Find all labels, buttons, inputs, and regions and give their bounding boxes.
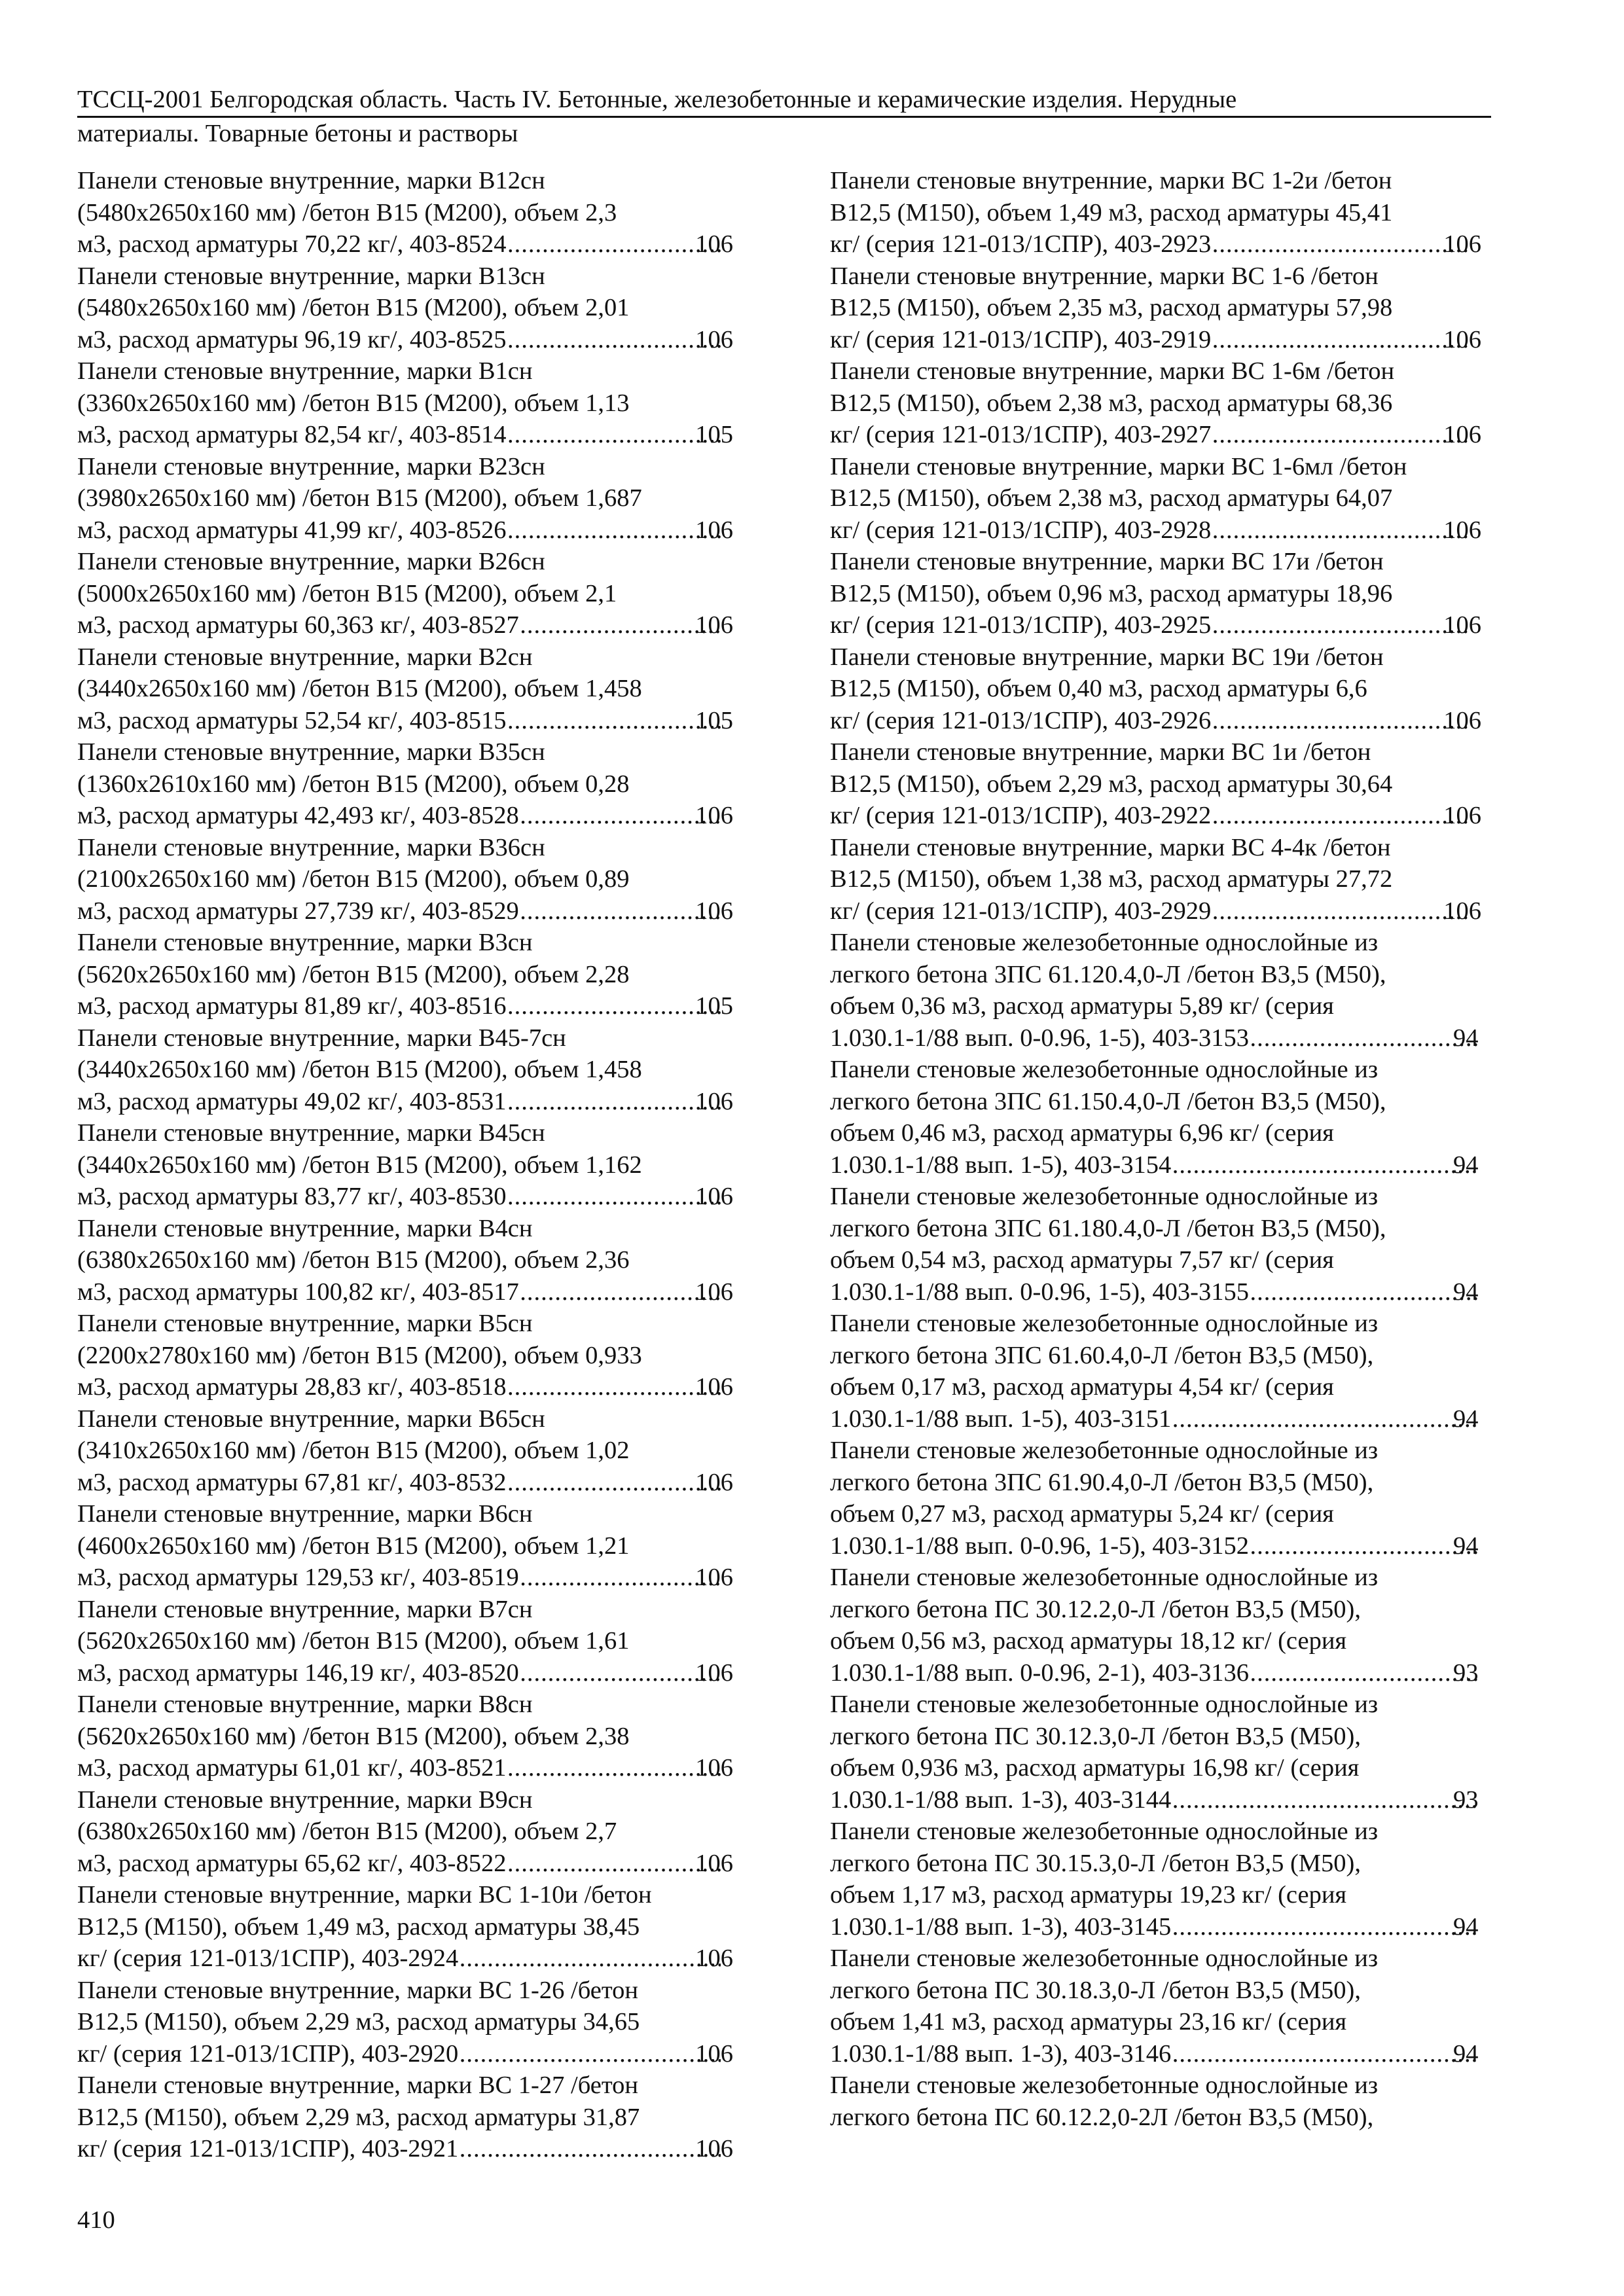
entry-text: 1.030.1-1/88 вып. 1-3), 403-3145 [830, 1912, 1172, 1941]
entry-text: м3, расход арматуры 81,89 кг/, 403-8516 [77, 992, 507, 1020]
entry-line-with-page [77, 1752, 733, 1784]
dot-leader [460, 2133, 721, 2165]
entry-line-with-page [830, 609, 1481, 641]
dot-leader [1212, 324, 1469, 356]
entry-line: Панели стеновые внутренние, марки В2сн [77, 643, 533, 671]
dot-leader [507, 1848, 721, 1880]
entry-text: 1.030.1-1/88 вып. 0-0.96, 2-1), 403-3136 [830, 1659, 1249, 1687]
entry-page-number: 106 [695, 1183, 733, 1210]
entry-text: кг/ (серия 121-013/1СПР), 403-2928 [830, 516, 1212, 544]
entry-line-with-page [77, 1276, 733, 1308]
index-entry [77, 1784, 733, 1880]
entry-line-with-page [77, 609, 733, 641]
entry-text: м3, расход арматуры 96,19 кг/, 403-8525 [77, 325, 507, 353]
dot-leader [520, 1276, 721, 1308]
dot-leader [507, 228, 721, 260]
index-entry [77, 1308, 733, 1403]
entry-line: Панели стеновые внутренние, марки В65сн [77, 1405, 545, 1433]
index-column-right [830, 165, 1481, 2133]
entry-page-number: 106 [1443, 611, 1481, 639]
entry-line: легкого бетона 3ПС 61.90.4,0-Л /бетон В3,5 (М50), [830, 1468, 1374, 1496]
entry-line: Панели стеновые железобетонные однослойные из [830, 1945, 1379, 1972]
header-title-line-1: ТССЦ-2001 Белгородская область. Часть IV. Бетонные, железобетонные и керамические изделия. Нерудные [77, 84, 1491, 118]
entry-line: Панели стеновые внутренние, марки В3сн [77, 929, 533, 956]
entry-line-with-page [830, 514, 1481, 547]
dot-leader [507, 1467, 721, 1499]
entry-line: легкого бетона ПС 30.12.2,0-Л /бетон В3,5 (М50), [830, 1595, 1361, 1623]
entry-text: 1.030.1-1/88 вып. 1-5), 403-3154 [830, 1151, 1172, 1179]
entry-text: м3, расход арматуры 70,22 кг/, 403-8524 [77, 230, 507, 258]
entry-line-with-page [830, 228, 1481, 260]
entry-line: В12,5 (М150), объем 1,38 м3, расход арматуры 27,72 [830, 865, 1393, 893]
entry-line-with-page: 1.030.1-1/88 вып. 0-0.96, 1-5), 403-3153 ..... 94 [858, 1022, 1481, 1054]
entry-text: кг/ (серия 121-013/1СПР), 403-2927 [830, 421, 1212, 448]
entry-line: В12,5 (М150), объем 2,38 м3, расход арматуры 68,36 [830, 389, 1393, 417]
dot-leader [1250, 1276, 1479, 1308]
entry-line: объем 0,17 м3, расход арматуры 4,54 кг/ (серия [830, 1373, 1334, 1401]
entry-line-with-page: 1.030.1-1/88 вып. 1-3), 403-3144 ..... 93 [858, 1784, 1481, 1816]
entry-line: Панели стеновые внутренние, марки В8сн [77, 1691, 533, 1718]
entry-line-with-page: 1.030.1-1/88 вып. 1-3), 403-3146 ..... 94 [858, 2038, 1481, 2070]
entry-text: кг/ (серия 121-013/1СПР), 403-2924 [77, 1945, 459, 1972]
entry-line: В12,5 (М150), объем 2,35 м3, расход арматуры 57,98 [830, 294, 1393, 321]
entry-text: м3, расход арматуры 27,739 кг/, 403-8529 [77, 897, 519, 925]
entry-line: В12,5 (М150), объем 0,40 м3, расход арматуры 6,6 [830, 675, 1367, 702]
entry-line: Панели стеновые внутренние, марки ВС 1-6 /бетон [830, 262, 1379, 290]
index-entry [830, 546, 1481, 641]
index-entry [77, 641, 733, 737]
entry-line: Панели стеновые внутренние, марки В45-7сн [77, 1024, 566, 1052]
entry-page-number: 106 [695, 1564, 733, 1591]
entry-line: Панели стеновые железобетонные однослойные из [830, 1564, 1379, 1591]
dot-leader [507, 1371, 721, 1403]
index-entry [830, 832, 1481, 927]
entry-text: м3, расход арматуры 129,53 кг/, 403-8519 [77, 1564, 519, 1591]
entry-line: Панели стеновые внутренние, марки ВС 1-10и /бетон [77, 1881, 652, 1909]
entry-line: Панели стеновые внутренние, марки В6сн [77, 1500, 533, 1528]
entry-text: м3, расход арматуры 52,54 кг/, 403-8515 [77, 706, 507, 734]
index-entry [830, 1562, 1481, 1689]
entry-line-with-page [830, 800, 1481, 832]
entry-line: Панели стеновые железобетонные однослойные из [830, 1818, 1379, 1845]
entry-line: (3440х2650х160 мм) /бетон В15 (М200), объем 1,162 [77, 1151, 642, 1179]
entry-page-number: 106 [695, 897, 733, 925]
entry-line: (3360х2650х160 мм) /бетон В15 (М200), объем 1,13 [77, 389, 630, 417]
entry-page-number: 106 [1443, 706, 1481, 734]
index-entry [77, 260, 733, 356]
entry-line: легкого бетона 3ПС 61.150.4,0-Л /бетон В3,5 (М50), [830, 1087, 1386, 1115]
entry-line-with-page [77, 514, 733, 547]
index-column-left [77, 165, 733, 2165]
entry-text: м3, расход арматуры 67,81 кг/, 403-8532 [77, 1468, 507, 1496]
index-entry [77, 451, 733, 547]
entry-line: Панели стеновые внутренние, марки ВС 1-6мл /бетон [830, 452, 1407, 480]
entry-page-number: 106 [1443, 325, 1481, 353]
entry-line: Панели стеновые внутренние, марки ВС 17и /бетон [830, 548, 1384, 575]
dot-leader [507, 514, 721, 547]
entry-line-with-page [77, 2133, 733, 2165]
entry-line: Панели стеновые железобетонные однослойные из [830, 2072, 1379, 2099]
entry-page-number: 106 [695, 611, 733, 639]
entry-line-with-page: 1.030.1-1/88 вып. 0-0.96, 1-5), 403-3155 ..... 94 [858, 1276, 1481, 1308]
entry-line: Панели стеновые внутренние, марки ВС 1и /бетон [830, 738, 1371, 766]
entry-text: м3, расход арматуры 65,62 кг/, 403-8522 [77, 1849, 507, 1877]
index-entry [77, 1117, 733, 1213]
running-header [77, 84, 1491, 149]
entry-line-with-page [77, 800, 733, 832]
index-entry [830, 641, 1481, 737]
dot-leader [1212, 514, 1469, 547]
index-entry [77, 1594, 733, 1689]
dot-leader [1250, 1022, 1479, 1054]
index-entry [830, 1689, 1481, 1816]
entry-line: легкого бетона ПС 30.15.3,0-Л /бетон В3,5 (М50), [830, 1849, 1361, 1877]
entry-line: (5620х2650х160 мм) /бетон В15 (М200), объем 2,38 [77, 1722, 630, 1750]
entry-line-with-page: 1.030.1-1/88 вып. 0-0.96, 2-1), 403-3136 ..... 93 [858, 1657, 1481, 1689]
entry-line: Панели стеновые внутренние, марки В1сн [77, 357, 533, 385]
index-entry [830, 2070, 1481, 2133]
entry-text: м3, расход арматуры 83,77 кг/, 403-8530 [77, 1183, 507, 1210]
entry-line: Панели стеновые внутренние, марки ВС 19и /бетон [830, 643, 1384, 671]
entry-line: Панели стеновые внутренние, марки В13сн [77, 262, 545, 290]
entry-line: В12,5 (М150), объем 2,29 м3, расход арматуры 31,87 [77, 2103, 640, 2131]
entry-line: (6380х2650х160 мм) /бетон В15 (М200), объем 2,7 [77, 1818, 617, 1845]
dot-leader [507, 1181, 721, 1213]
entry-line: объем 0,54 м3, расход арматуры 7,57 кг/ (серия [830, 1246, 1334, 1274]
index-entry [77, 832, 733, 927]
entry-line: Панели стеновые железобетонные однослойные из [830, 929, 1379, 956]
entry-line: В12,5 (М150), объем 2,38 м3, расход арматуры 64,07 [830, 484, 1393, 512]
entry-text: 1.030.1-1/88 вып. 0-0.96, 1-5), 403-3153 [830, 1024, 1249, 1052]
entry-line: (5480х2650х160 мм) /бетон В15 (М200), объем 2,3 [77, 198, 617, 226]
dot-leader [1212, 895, 1469, 927]
entry-line: (3980х2650х160 мм) /бетон В15 (М200), объем 1,687 [77, 484, 642, 512]
entry-line: легкого бетона ПС 30.18.3,0-Л /бетон В3,5 (М50), [830, 1976, 1361, 2004]
index-entry [830, 1054, 1481, 1181]
index-entry [77, 355, 733, 451]
entry-text: 1.030.1-1/88 вып. 1-5), 403-3151 [830, 1405, 1172, 1433]
entry-page-number: 106 [695, 325, 733, 353]
index-entry [830, 927, 1481, 1054]
entry-line: Панели стеновые железобетонные однослойные из [830, 1183, 1379, 1210]
entry-line: Панели стеновые железобетонные однослойные из [830, 1691, 1379, 1718]
entry-text: м3, расход арматуры 60,363 кг/, 403-8527 [77, 611, 519, 639]
entry-line: (3440х2650х160 мм) /бетон В15 (М200), объем 1,458 [77, 675, 642, 702]
entry-text: 1.030.1-1/88 вып. 1-3), 403-3146 [830, 2039, 1172, 2068]
index-entry [830, 1943, 1481, 2070]
dot-leader [1172, 1149, 1479, 1181]
index-entry [77, 736, 733, 832]
entry-page-number: 106 [695, 1945, 733, 1972]
dot-leader [520, 1657, 721, 1689]
dot-leader [507, 990, 721, 1022]
entry-text: 1.030.1-1/88 вып. 1-3), 403-3144 [830, 1785, 1172, 1814]
entry-line: Панели стеновые внутренние, марки В4сн [77, 1214, 533, 1242]
index-entry [830, 1308, 1481, 1435]
entry-line: объем 1,17 м3, расход арматуры 19,23 кг/ (серия [830, 1881, 1347, 1909]
dot-leader [1212, 705, 1469, 737]
entry-page-number: 106 [695, 230, 733, 258]
entry-line-with-page: 1.030.1-1/88 вып. 1-5), 403-3151 ..... 94 [858, 1403, 1481, 1435]
entry-line-with-page: 1.030.1-1/88 вып. 1-3), 403-3145 ..... 94 [858, 1911, 1481, 1943]
dot-leader [507, 705, 721, 737]
entry-line-with-page: 1.030.1-1/88 вып. 0-0.96, 1-5), 403-3152 ..... 94 [858, 1530, 1481, 1562]
entry-line: (5620х2650х160 мм) /бетон В15 (М200), объем 2,28 [77, 960, 630, 988]
index-entry [77, 546, 733, 641]
dot-leader [1172, 2038, 1479, 2070]
entry-text: м3, расход арматуры 28,83 кг/, 403-8518 [77, 1373, 507, 1401]
index-entry [77, 1689, 733, 1784]
dot-leader [1250, 1530, 1479, 1562]
index-entry [830, 260, 1481, 356]
entry-line-with-page [77, 1467, 733, 1499]
entry-line: Панели стеновые внутренние, марки В36сн [77, 833, 545, 861]
entry-text: 1.030.1-1/88 вып. 0-0.96, 1-5), 403-3155 [830, 1278, 1249, 1306]
dot-leader [1212, 609, 1469, 641]
dot-leader [1172, 1403, 1479, 1435]
entry-text: кг/ (серия 121-013/1СПР), 403-2923 [830, 230, 1212, 258]
dot-leader [460, 2038, 721, 2070]
entry-page-number: 106 [695, 1849, 733, 1877]
entry-line: Панели стеновые внутренние, марки В12сн [77, 167, 545, 194]
entry-line: Панели стеновые внутренние, марки В35сн [77, 738, 545, 766]
entry-line-with-page [77, 228, 733, 260]
entry-line: (5000х2650х160 мм) /бетон В15 (М200), объем 2,1 [77, 579, 617, 607]
entry-line-with-page: 1.030.1-1/88 вып. 1-5), 403-3154 ..... 94 [858, 1149, 1481, 1181]
entry-line-with-page [77, 1943, 733, 1975]
dot-leader [1212, 419, 1469, 451]
entry-line: Панели стеновые железобетонные однослойные из [830, 1056, 1379, 1083]
entry-line: Панели стеновые внутренние, марки ВС 1-2и /бетон [830, 167, 1392, 194]
entry-line: Панели стеновые внутренние, марки В5сн [77, 1310, 533, 1337]
entry-text: кг/ (серия 121-013/1СПР), 403-2925 [830, 611, 1212, 639]
entry-text: м3, расход арматуры 82,54 кг/, 403-8514 [77, 421, 507, 448]
entry-text: кг/ (серия 121-013/1СПР), 403-2922 [830, 802, 1212, 829]
dot-leader [520, 800, 721, 832]
entry-line: (5480х2650х160 мм) /бетон В15 (М200), объем 2,01 [77, 294, 630, 321]
entry-text: м3, расход арматуры 100,82 кг/, 403-8517 [77, 1278, 519, 1306]
entry-line: легкого бетона 3ПС 61.180.4,0-Л /бетон В3,5 (М50), [830, 1214, 1386, 1242]
entry-line: Панели стеновые железобетонные однослойные из [830, 1310, 1379, 1337]
entry-line-with-page [830, 705, 1481, 737]
entry-line: (5620х2650х160 мм) /бетон В15 (М200), объем 1,61 [77, 1627, 630, 1655]
entry-line-with-page [77, 419, 733, 451]
entry-line: (3440х2650х160 мм) /бетон В15 (М200), объем 1,458 [77, 1056, 642, 1083]
dot-leader [507, 1752, 721, 1784]
entry-line: (1360х2610х160 мм) /бетон В15 (М200), объем 0,28 [77, 770, 630, 798]
entry-line: Панели стеновые железобетонные однослойные из [830, 1437, 1379, 1464]
index-entry [77, 927, 733, 1022]
index-entry [77, 165, 733, 260]
dot-leader [507, 1086, 721, 1118]
entry-line-with-page [77, 1086, 733, 1118]
entry-line: Панели стеновые внутренние, марки ВС 4-4к /бетон [830, 833, 1391, 861]
dot-leader [460, 1943, 721, 1975]
entry-line-with-page [77, 2038, 733, 2070]
dot-leader [1172, 1784, 1479, 1816]
entry-page-number: 106 [695, 1659, 733, 1687]
entry-text: кг/ (серия 121-013/1СПР), 403-2926 [830, 706, 1212, 734]
entry-line: (6380х2650х160 мм) /бетон В15 (М200), объем 2,36 [77, 1246, 630, 1274]
entry-text: кг/ (серия 121-013/1СПР), 403-2920 [77, 2039, 459, 2068]
entry-text: м3, расход арматуры 42,493 кг/, 403-8528 [77, 802, 519, 829]
entry-line: Панели стеновые внутренние, марки ВС 1-26 /бетон [77, 1976, 639, 2004]
entry-text: м3, расход арматуры 41,99 кг/, 403-8526 [77, 516, 507, 544]
entry-line-with-page [830, 419, 1481, 451]
index-entry [830, 736, 1481, 832]
entry-page-number: 106 [695, 1754, 733, 1782]
entry-page-number: 106 [695, 1278, 733, 1306]
entry-line: легкого бетона 3ПС 61.60.4,0-Л /бетон В3,5 (М50), [830, 1341, 1374, 1369]
index-entry [830, 355, 1481, 451]
index-entry [77, 1975, 733, 2070]
page-number: 410 [77, 2206, 115, 2234]
entry-page-number: 106 [1443, 802, 1481, 829]
entry-line: В12,5 (М150), объем 2,29 м3, расход арматуры 34,65 [77, 2008, 640, 2036]
index-entry [830, 1435, 1481, 1562]
entry-text: 1.030.1-1/88 вып. 0-0.96, 1-5), 403-3152 [830, 1532, 1249, 1560]
dot-leader [1212, 228, 1469, 260]
entry-line-with-page [77, 705, 733, 737]
dot-leader [520, 1562, 721, 1594]
entry-text: м3, расход арматуры 146,19 кг/, 403-8520 [77, 1659, 519, 1687]
entry-line-with-page [77, 1657, 733, 1689]
entry-line-with-page [77, 895, 733, 927]
dot-leader [1250, 1657, 1479, 1689]
entry-text: кг/ (серия 121-013/1СПР), 403-2929 [830, 897, 1212, 925]
entry-line: объем 0,46 м3, расход арматуры 6,96 кг/ (серия [830, 1119, 1334, 1147]
entry-line-with-page [77, 1562, 733, 1594]
entry-page-number: 106 [1443, 897, 1481, 925]
entry-line-with-page [830, 324, 1481, 356]
dot-leader [507, 419, 721, 451]
entry-line: легкого бетона 3ПС 61.120.4,0-Л /бетон В3,5 (М50), [830, 960, 1386, 988]
entry-line: Панели стеновые внутренние, марки В9сн [77, 1785, 533, 1814]
index-entry [77, 1403, 733, 1499]
entry-text: м3, расход арматуры 61,01 кг/, 403-8521 [77, 1754, 507, 1782]
entry-line-with-page [77, 1848, 733, 1880]
entry-line: объем 1,41 м3, расход арматуры 23,16 кг/ (серия [830, 2008, 1347, 2036]
entry-line: В12,5 (М150), объем 1,49 м3, расход арматуры 38,45 [77, 1912, 640, 1941]
entry-line: Панели стеновые внутренние, марки ВС 1-27 /бетон [77, 2072, 639, 2099]
index-entry [77, 1022, 733, 1118]
entry-text: кг/ (серия 121-013/1СПР), 403-2921 [77, 2135, 459, 2162]
entry-page-number: 106 [695, 2135, 733, 2162]
entry-page-number: 106 [695, 2039, 733, 2068]
dot-leader [520, 609, 721, 641]
entry-page-number: 106 [695, 516, 733, 544]
entry-line-with-page [830, 895, 1481, 927]
entry-line: объем 0,27 м3, расход арматуры 5,24 кг/ (серия [830, 1500, 1334, 1528]
entry-line: В12,5 (М150), объем 0,96 м3, расход арматуры 18,96 [830, 579, 1393, 607]
index-entry [77, 2070, 733, 2165]
entry-page-number: 106 [1443, 516, 1481, 544]
entry-page-number: 106 [695, 802, 733, 829]
entry-line: (4600х2650х160 мм) /бетон В15 (М200), объем 1,21 [77, 1532, 630, 1560]
entry-page-number: 106 [695, 1087, 733, 1115]
entry-line: Панели стеновые внутренние, марки В45сн [77, 1119, 545, 1147]
index-entry [830, 1816, 1481, 1943]
entry-line: В12,5 (М150), объем 1,49 м3, расход арматуры 45,41 [830, 198, 1393, 226]
dot-leader [520, 895, 721, 927]
entry-line-with-page [77, 1181, 733, 1213]
index-entry [77, 1879, 733, 1975]
dot-leader [1172, 1911, 1479, 1943]
entry-line: объем 0,36 м3, расход арматуры 5,89 кг/ (серия [830, 992, 1334, 1020]
entry-page-number: 106 [1443, 230, 1481, 258]
header-title-line-2: материалы. Товарные бетоны и растворы [77, 120, 518, 147]
entry-line: В12,5 (М150), объем 2,29 м3, расход арматуры 30,64 [830, 770, 1393, 798]
index-entry [77, 1213, 733, 1308]
entry-line: Панели стеновые внутренние, марки В26сн [77, 548, 545, 575]
entry-page-number: 106 [695, 1468, 733, 1496]
entry-line: объем 0,56 м3, расход арматуры 18,12 кг/ (серия [830, 1627, 1347, 1655]
dot-leader [507, 324, 721, 356]
index-entry [830, 165, 1481, 260]
entry-line-with-page [77, 1371, 733, 1403]
index-entry [830, 1181, 1481, 1308]
entry-line: Панели стеновые внутренние, марки В7сн [77, 1595, 533, 1623]
entry-line-with-page [77, 324, 733, 356]
entry-page-number: 106 [695, 1373, 733, 1401]
dot-leader [1212, 800, 1469, 832]
entry-line: (2200х2780х160 мм) /бетон В15 (М200), объем 0,933 [77, 1341, 642, 1369]
entry-line: легкого бетона ПС 30.12.3,0-Л /бетон В3,5 (М50), [830, 1722, 1361, 1750]
entry-page-number: 106 [1443, 421, 1481, 448]
entry-line-with-page [77, 990, 733, 1022]
entry-line: Панели стеновые внутренние, марки В23сн [77, 452, 545, 480]
index-entry [830, 451, 1481, 547]
entry-page-number: 105 [695, 992, 733, 1020]
entry-line: (2100х2650х160 мм) /бетон В15 (М200), объем 0,89 [77, 865, 630, 893]
entry-text: кг/ (серия 121-013/1СПР), 403-2919 [830, 325, 1212, 353]
entry-line: (3410х2650х160 мм) /бетон В15 (М200), объем 1,02 [77, 1437, 630, 1464]
entry-text: м3, расход арматуры 49,02 кг/, 403-8531 [77, 1087, 507, 1115]
entry-line: Панели стеновые внутренние, марки ВС 1-6м /бетон [830, 357, 1395, 385]
entry-line: объем 0,936 м3, расход арматуры 16,98 кг/ (серия [830, 1754, 1360, 1782]
index-entry [77, 1498, 733, 1594]
entry-page-number: 105 [695, 706, 733, 734]
entry-line: легкого бетона ПС 60.12.2,0-2Л /бетон В3,5 (М50), [830, 2103, 1374, 2131]
entry-page-number: 105 [695, 421, 733, 448]
